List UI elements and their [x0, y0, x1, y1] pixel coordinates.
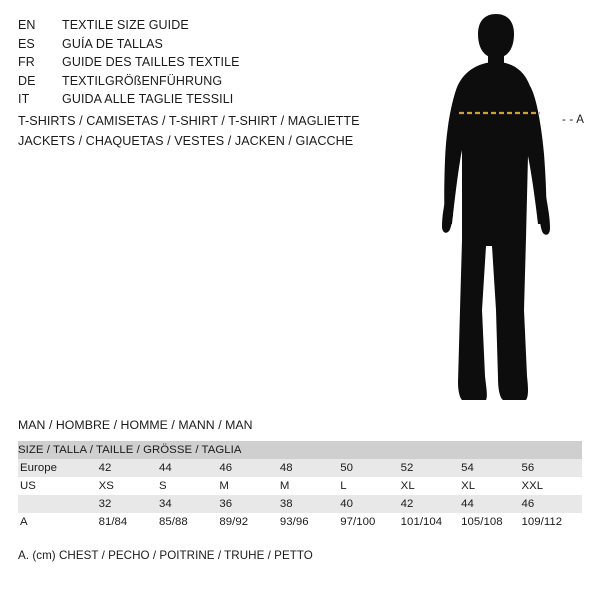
- cell-value: 50: [340, 459, 400, 477]
- table-caption: MAN / HOMBRE / HOMME / MANN / MAN: [18, 418, 253, 432]
- language-code: IT: [18, 92, 30, 107]
- cell-value: L: [340, 477, 400, 495]
- language-title: GUÍA DE TALLAS: [62, 36, 163, 51]
- cell-value: 38: [280, 495, 340, 513]
- cell-value: XXL: [522, 477, 582, 495]
- cell-value: 56: [522, 459, 582, 477]
- language-row: [18, 53, 378, 72]
- language-title: GUIDE DES TAILLES TEXTILE: [62, 55, 240, 70]
- language-title: GUIDA ALLE TAGLIE TESSILI: [62, 92, 234, 107]
- marker-dash: - -: [562, 114, 574, 126]
- garment-line-tshirts: T-SHIRTS / CAMISETAS / T-SHIRT / T-SHIRT / MAGLIETTE: [18, 114, 360, 128]
- language-code: ES: [18, 36, 35, 51]
- cell-value: 48: [280, 459, 340, 477]
- language-row: [18, 35, 378, 54]
- row-label: A: [18, 513, 99, 531]
- cell-value: 105/108: [461, 513, 521, 531]
- row-label: Europe: [18, 459, 99, 477]
- cell-value: 101/104: [401, 513, 461, 531]
- cell-value: 52: [401, 459, 461, 477]
- table-row: [18, 495, 582, 513]
- table-header-row: [18, 441, 582, 459]
- language-code: DE: [18, 73, 36, 88]
- table-row: [18, 477, 582, 495]
- language-row: [18, 16, 378, 35]
- marker-letter: A: [576, 114, 585, 126]
- cell-value: 34: [159, 495, 219, 513]
- size-table: [18, 441, 582, 531]
- cell-value: XS: [99, 477, 159, 495]
- cell-value: 85/88: [159, 513, 219, 531]
- cell-value: 32: [99, 495, 159, 513]
- cell-value: 44: [461, 495, 521, 513]
- language-row: [18, 72, 378, 91]
- table-header-label: SIZE / TALLA / TAILLE / GRÖSSE / TAGLIA: [18, 441, 582, 459]
- cell-value: M: [280, 477, 340, 495]
- language-code: FR: [18, 55, 35, 70]
- cell-value: XL: [401, 477, 461, 495]
- row-label: [18, 495, 99, 513]
- table-row: [18, 513, 582, 531]
- chest-marker-label: [562, 114, 584, 126]
- cell-value: M: [219, 477, 279, 495]
- language-row: [18, 90, 378, 109]
- cell-value: 89/92: [219, 513, 279, 531]
- cell-value: 93/96: [280, 513, 340, 531]
- language-title: TEXTILGRÖßENFÜHRUNG: [62, 73, 223, 88]
- language-code: EN: [18, 18, 36, 32]
- language-list: [18, 16, 378, 109]
- cell-value: 42: [99, 459, 159, 477]
- row-label: US: [18, 477, 99, 495]
- table-row: [18, 459, 582, 477]
- cell-value: 54: [461, 459, 521, 477]
- cell-value: 42: [401, 495, 461, 513]
- language-title: TEXTILE SIZE GUIDE: [62, 18, 189, 32]
- cell-value: XL: [461, 477, 521, 495]
- table-footnote: A. (cm) CHEST / PECHO / POITRINE / TRUHE / PETTO: [18, 549, 313, 562]
- garment-line-jackets: JACKETS / CHAQUETAS / VESTES / JACKEN / GIACCHE: [18, 134, 354, 148]
- male-silhouette-figure: [400, 10, 600, 410]
- silhouette-icon: [400, 10, 600, 410]
- cell-value: 109/112: [522, 513, 582, 531]
- cell-value: S: [159, 477, 219, 495]
- cell-value: 46: [219, 459, 279, 477]
- cell-value: 36: [219, 495, 279, 513]
- cell-value: 46: [522, 495, 582, 513]
- cell-value: 97/100: [340, 513, 400, 531]
- garment-categories: [18, 111, 418, 151]
- cell-value: 44: [159, 459, 219, 477]
- cell-value: 81/84: [99, 513, 159, 531]
- cell-value: 40: [340, 495, 400, 513]
